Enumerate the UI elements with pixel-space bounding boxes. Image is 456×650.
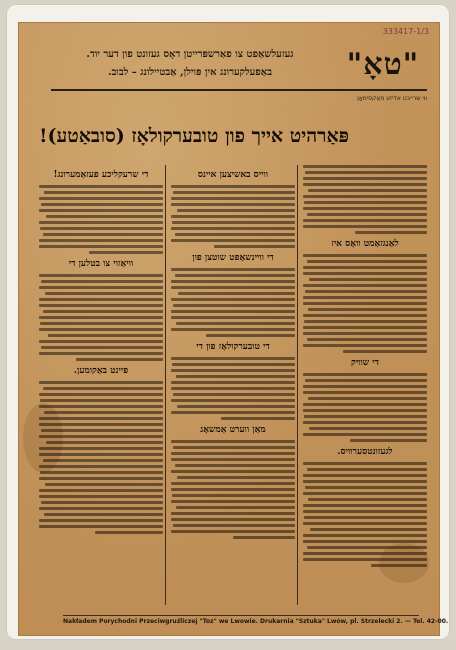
body-text — [39, 381, 163, 534]
subheading: וויאַזוי צו בטלען די — [68, 259, 134, 269]
masthead-editor-line: ווי שרייבט אליזע מאַקסימאָן — [357, 95, 427, 102]
column-left — [303, 165, 427, 605]
subheading: ווייס באשיצען איינס — [197, 170, 269, 180]
body-text — [303, 254, 427, 353]
body-text — [303, 165, 427, 234]
subheading: לאַנגזאַמט וואָס איז — [331, 239, 399, 249]
masthead-logo: "טאָ" — [346, 47, 420, 82]
article-columns — [39, 165, 427, 605]
printer-imprint: Nakładem Porychodni Przeciwgruźliczej "Toz" we Lwowie. Drukarnia "Sztuka" Lwów, pl. Strzelecki 2. — Tel. 42-00. — [63, 615, 419, 630]
body-text — [39, 274, 163, 361]
subheading: די שוויק — [351, 358, 379, 368]
masthead-line-2: באַפעלקערונג אין פּוילן, אַבטיילונג – לבוב. — [107, 67, 273, 78]
body-text — [303, 373, 427, 442]
subheading: די וויינשאָפט שוטצן פון — [192, 253, 274, 263]
column-right — [39, 165, 163, 605]
masthead-line-1: געזעלשאַפט צו פאַרשפּרייטן דאָס געזונט פון דער יוד. — [86, 49, 294, 60]
body-text — [171, 357, 295, 420]
newspaper-sheet — [18, 22, 449, 636]
catalog-number: 333417-1/3 — [382, 27, 429, 36]
headline: פּאַרהיט אייך פון טובערקולאָז (סובאַטע)! — [39, 125, 349, 147]
body-text — [171, 185, 295, 248]
body-text — [171, 268, 295, 337]
body-text — [303, 462, 427, 567]
masthead — [51, 41, 427, 111]
masthead-rule — [51, 89, 427, 91]
subheading: לגעזונטסערוויס. — [337, 447, 393, 457]
body-text — [171, 440, 295, 539]
subheading: פיינט באַקומען. — [73, 366, 129, 376]
subheading: די שרעקליכע פעזאַמערונג! — [53, 170, 149, 180]
body-text — [39, 185, 163, 254]
subheading: מאַן ווערט אַמשאָנ — [200, 425, 266, 435]
column-middle — [171, 165, 295, 605]
subheading: די טובערקולאָז פון די — [196, 342, 270, 352]
